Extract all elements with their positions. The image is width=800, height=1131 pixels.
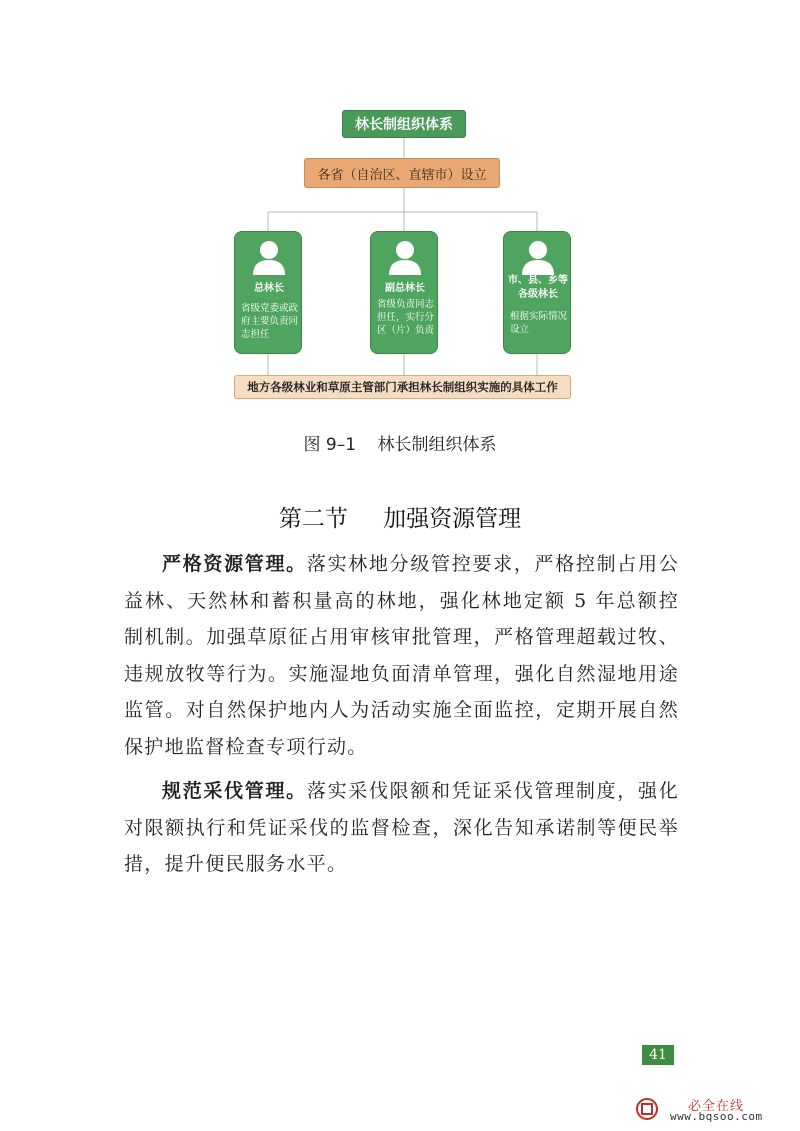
person-icon [387, 238, 423, 276]
org-title-box: 林长制组织体系 [342, 110, 466, 138]
section-heading [0, 500, 800, 533]
section-title: 加强资源管理 [383, 506, 522, 532]
paragraph [124, 773, 679, 883]
watermark-name: 必全在线 [688, 1099, 745, 1114]
watermark-logo-icon [636, 1098, 658, 1120]
figure-caption [0, 430, 800, 455]
figure-title: 林长制组织体系 [377, 435, 497, 455]
card-chief [234, 231, 302, 354]
person-icon [520, 238, 556, 276]
paragraph-lead: 规范采伐管理。 [162, 780, 307, 802]
watermark-url: www.bqsoo.com [670, 1110, 763, 1123]
watermark [636, 1094, 786, 1124]
person-icon [251, 238, 287, 276]
card-duty: 省级党委或政府主要负责同志担任 [241, 303, 299, 340]
province-box: 各省（自治区、直辖市）设立 [304, 158, 500, 188]
paragraph-body: 落实林地分级管控要求，严格控制占用公益林、天然林和蓄积量高的林地，强化林地定额 5 年总额控制机制。加强草原征占用审核审批管理，严格管理超载过牧、违规放牧等行为。实施湿地负面清单管理，强化自然湿地用途监管。对自然保护地内人为活动实施全面监控，定期开展自然保护地监督检查专项行动。 [124, 553, 679, 758]
figure-number: 图 9–1 [303, 435, 357, 455]
card-role: 副总林长 [385, 283, 425, 294]
paragraph-body: 落实采伐限额和凭证采伐管理制度，强化对限额执行和凭证采伐的监督检查，深化告知承诺制等便民举措，提升便民服务水平。 [124, 780, 679, 875]
card-deputy [370, 231, 438, 354]
paragraph-lead: 严格资源管理。 [162, 553, 307, 575]
card-role: 总林长 [254, 283, 284, 294]
org-chart [0, 0, 800, 410]
card-duty: 根据实际情况设立 [510, 311, 568, 335]
card-duty: 省级负责同志担任，实行分区（片）负责 [377, 299, 435, 336]
section-number: 第二节 [278, 506, 348, 532]
card-local [503, 231, 571, 354]
implementation-box: 地方各级林业和草原主管部门承担林长制组织实施的具体工作 [234, 375, 571, 399]
card-role: 市、县、乡等各级林长 [508, 275, 568, 300]
page-number: 41 [642, 1045, 674, 1065]
paragraph [124, 546, 679, 765]
